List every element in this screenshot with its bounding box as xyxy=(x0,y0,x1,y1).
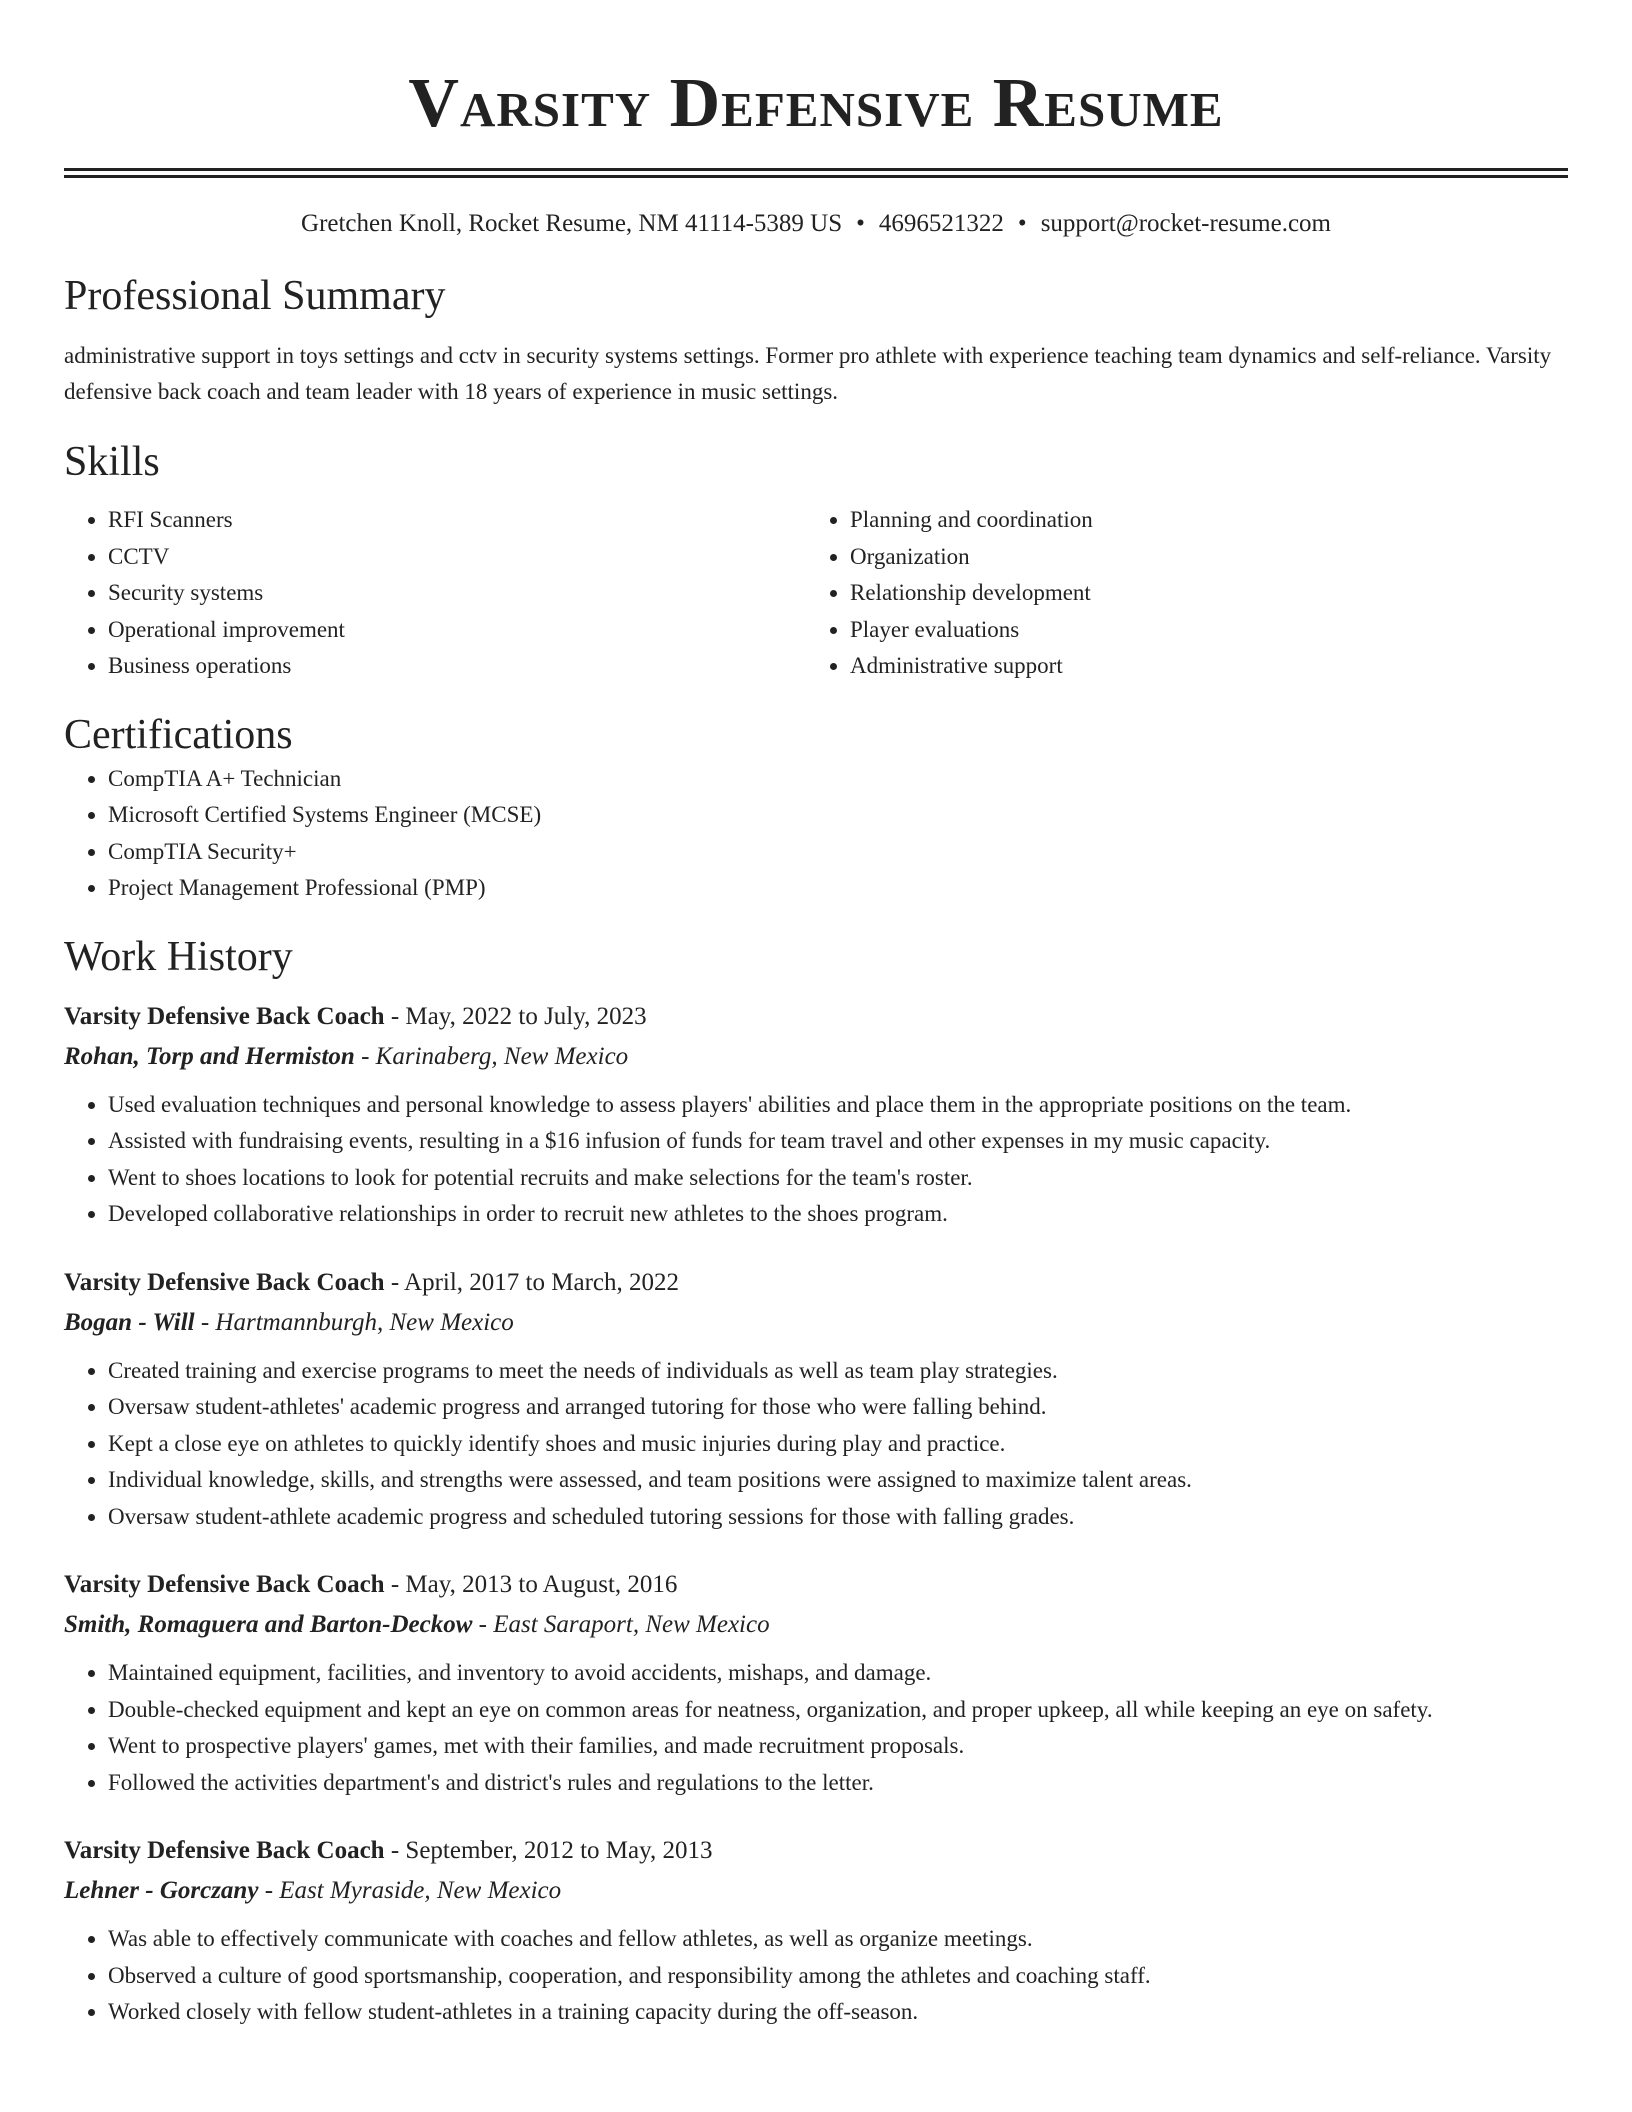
job-title-line xyxy=(64,1263,1568,1303)
skill-item: • Business operations xyxy=(108,648,806,685)
skill-item: • Organization xyxy=(850,539,1548,576)
job-duty: • Used evaluation techniques and personal knowledge to assess players' abilities and place them in the appropriate positions on the team. xyxy=(108,1087,1568,1124)
job-role: Varsity Defensive Back Coach xyxy=(64,1837,385,1864)
job-company: Lehner - Gorczany xyxy=(64,1877,259,1904)
skill-item: • Relationship development xyxy=(850,575,1548,612)
job-location: - Karinaberg, New Mexico xyxy=(354,1042,629,1070)
job-duties-list xyxy=(64,1921,1568,2031)
skill-item: • CCTV xyxy=(108,539,806,576)
certification-item: • CompTIA A+ Technician xyxy=(108,761,1568,798)
certifications-list xyxy=(64,761,1568,907)
job-duty: • Went to prospective players' games, met with their families, and made recruitment proposals. xyxy=(108,1728,1568,1765)
job-dates: - April, 2017 to March, 2022 xyxy=(384,1268,680,1296)
job-dates: - September, 2012 to May, 2013 xyxy=(384,1837,713,1864)
job-duty: • Maintained equipment, facilities, and inventory to avoid accidents, mishaps, and damage. xyxy=(108,1655,1568,1692)
job-company: Bogan - Will xyxy=(64,1308,195,1336)
job-duty: • Double-checked equipment and kept an eye on common areas for neatness, organization, and proper upkeep, all while keeping an eye on safety. xyxy=(108,1692,1568,1729)
skills-grid xyxy=(64,502,1568,685)
job-entry xyxy=(64,1263,1568,1536)
skill-item: • Administrative support xyxy=(850,648,1548,685)
job-company: Smith, Romaguera and Barton-Deckow xyxy=(64,1611,473,1638)
job-entry xyxy=(64,1831,1568,2031)
skills-column-right xyxy=(806,502,1548,685)
title-divider xyxy=(64,168,1568,178)
job-duties-list xyxy=(64,1353,1568,1536)
skills-heading: Skills xyxy=(64,439,160,485)
job-duty: • Oversaw student-athletes' academic progress and arranged tutoring for those who were falling behind. xyxy=(108,1389,1568,1426)
job-duties-list xyxy=(64,1655,1568,1801)
job-company-line xyxy=(64,1605,1568,1645)
job-company-line xyxy=(64,1871,1568,1911)
summary-heading: Professional Summary xyxy=(64,273,446,319)
job-company-line xyxy=(64,1303,1568,1343)
job-duty: • Individual knowledge, skills, and strengths were assessed, and team positions were assigned to maximize talent areas. xyxy=(108,1462,1568,1499)
skill-item: • Operational improvement xyxy=(108,612,806,649)
job-title-line xyxy=(64,997,1568,1037)
contact-separator: • xyxy=(1017,210,1027,237)
job-title-line xyxy=(64,1831,1568,1871)
job-duty: • Worked closely with fellow student-athletes in a training capacity during the off-season. xyxy=(108,1994,1568,2031)
job-duty: • Followed the activities department's and district's rules and regulations to the letter. xyxy=(108,1765,1568,1802)
skill-item: • Player evaluations xyxy=(850,612,1548,649)
job-duty: • Observed a culture of good sportsmanship, cooperation, and responsibility among the athletes and coaching staff. xyxy=(108,1958,1568,1995)
skills-column-left xyxy=(64,502,806,685)
contact-separator: • xyxy=(856,210,865,237)
job-duty: • Developed collaborative relationships in order to recruit new athletes to the shoes program. xyxy=(108,1196,1568,1233)
certification-item: • Project Management Professional (PMP) xyxy=(108,870,1568,907)
job-duty: • Created training and exercise programs to meet the needs of individuals as well as team play strategies. xyxy=(108,1353,1568,1390)
job-duties-list xyxy=(64,1087,1568,1233)
job-duty: • Was able to effectively communicate with coaches and fellow athletes, as well as organize meetings. xyxy=(108,1921,1568,1958)
contact-email: support@rocket-resume.com xyxy=(1040,210,1331,237)
work-history-heading: Work History xyxy=(64,933,293,980)
job-duty: • Went to shoes locations to look for potential recruits and make selections for the team's roster. xyxy=(108,1160,1568,1197)
skill-item: • Security systems xyxy=(108,575,806,612)
contact-address: Gretchen Knoll, Rocket Resume, NM 41114-5389 US xyxy=(301,210,843,237)
job-title-line xyxy=(64,1565,1568,1605)
job-location: - East Saraport, New Mexico xyxy=(472,1611,770,1638)
job-duty: • Oversaw student-athlete academic progress and scheduled tutoring sessions for those with falling grades. xyxy=(108,1499,1568,1536)
job-role: Varsity Defensive Back Coach xyxy=(64,1268,385,1296)
job-role: Varsity Defensive Back Coach xyxy=(64,1002,385,1030)
job-dates: - May, 2022 to July, 2023 xyxy=(384,1002,647,1030)
skills-list-right xyxy=(806,502,1548,685)
job-entry xyxy=(64,997,1568,1233)
certifications-heading: Certifications xyxy=(64,711,293,758)
job-duty: • Assisted with fundraising events, resulting in a $16 infusion of funds for team travel and other expenses in my music capacity. xyxy=(108,1123,1568,1160)
job-company: Rohan, Torp and Hermiston xyxy=(64,1042,355,1070)
skill-item: • RFI Scanners xyxy=(108,502,806,539)
job-role: Varsity Defensive Back Coach xyxy=(64,1571,385,1598)
job-location: - East Myraside, New Mexico xyxy=(258,1877,562,1904)
summary-text: administrative support in toys settings and cctv in security systems settings. Former pro athlete with experience teaching team dynamics and self-reliance. Varsity defensive back coach and team leader with 18 years of experience in music settings. xyxy=(64,343,1552,404)
job-entry xyxy=(64,1565,1568,1801)
job-location: - Hartmannburgh, New Mexico xyxy=(194,1308,514,1336)
job-duty: • Kept a close eye on athletes to quickly identify shoes and music injuries during play and practice. xyxy=(108,1426,1568,1463)
job-company-line xyxy=(64,1037,1568,1077)
skills-list-left xyxy=(64,502,806,685)
skill-item: • Planning and coordination xyxy=(850,502,1548,539)
certification-item: • Microsoft Certified Systems Engineer (MCSE) xyxy=(108,797,1568,834)
resume-title: Varsity Defensive Resume xyxy=(408,65,1224,142)
contact-line xyxy=(64,208,1568,240)
certification-item: • CompTIA Security+ xyxy=(108,834,1568,871)
contact-phone: 4696521322 xyxy=(878,210,1004,237)
job-dates: - May, 2013 to August, 2016 xyxy=(384,1571,678,1598)
